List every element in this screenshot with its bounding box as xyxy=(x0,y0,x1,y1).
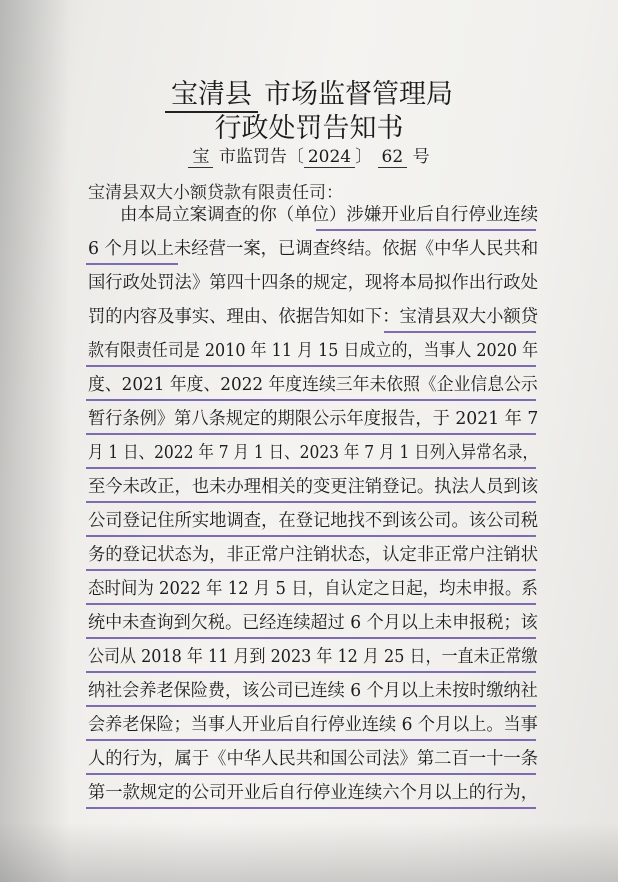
handwritten-underline xyxy=(86,637,536,639)
body-line: 暂行条例》第八条规定的期限公示年度报告，于 2021 年 7 xyxy=(88,409,539,429)
handwritten-underline xyxy=(86,501,536,503)
authority-name: 市场监督管理局 xyxy=(264,79,453,110)
handwritten-underline xyxy=(86,739,536,741)
handwritten-underline xyxy=(86,603,536,605)
body-line: 罚的内容及事实、理由、依据告知如下：宝清县双大小额贷 xyxy=(88,307,538,327)
body-line: 务的登记状态为，非正常户注销状态，认定非正常户注销状 xyxy=(88,545,538,565)
body-line: 月 1 日、2022 年 7 月 1 日、2023 年 7 月 1 日列入异常名录， xyxy=(88,443,538,463)
body-line: 至今未改正，也未办理相关的变更注销登记。执法人员到该 xyxy=(88,477,538,497)
body-line: 第一款规定的公司开业后自行停业连续六个月以上的行为， xyxy=(88,783,538,803)
body-line: 由本局立案调查的你（单位）涉嫌开业后自行停业连续 xyxy=(120,205,538,225)
body-line: 6 个月以上未经营一案，已调查终结。依据《中华人民共和 xyxy=(88,239,539,259)
doc-no-prefix: 宝 xyxy=(188,147,213,168)
handwritten-underline xyxy=(86,467,536,469)
handwritten-underline xyxy=(86,773,536,775)
body-line: 公司从 2018 年 11 月到 2023 年 12 月 25 日，一直未正常缴 xyxy=(88,647,538,667)
body-line: 会养老保险；当事人开业后自行停业连续 6 个月以上。当事 xyxy=(88,715,538,735)
body-line: 纳社会养老保险费，该公司已连续 6 个月以上未按时缴纳社 xyxy=(88,681,538,701)
recipient-name: 宝清县双大小额贷款有限责任司： xyxy=(88,183,343,203)
body-line: 度、2021 年度、2022 年度连续三年未依照《企业信息公示 xyxy=(88,375,538,395)
handwritten-underline xyxy=(86,535,536,537)
doc-no-year: 2024 xyxy=(304,147,355,168)
doc-no-mid: 市监罚告〔 xyxy=(218,147,304,167)
body-line: 国行政处罚法》第四十四条的规定，现将本局拟作出行政处 xyxy=(88,273,538,293)
document-title: 行政处罚告知书 xyxy=(214,113,404,144)
handwritten-underline xyxy=(86,365,536,367)
page-shadow-bottom xyxy=(0,822,618,882)
handwritten-underline xyxy=(86,263,178,265)
handwritten-underline xyxy=(86,433,536,435)
body-line: 公司登记住所实地调查，在登记地找不到该公司。该公司税 xyxy=(88,511,538,531)
handwritten-underline xyxy=(86,671,536,673)
handwritten-underline xyxy=(316,229,536,231)
handwritten-underline xyxy=(384,331,536,333)
county-name: 宝清县 xyxy=(165,72,258,113)
doc-no-number: 62 xyxy=(378,147,408,168)
body-line: 态时间为 2022 年 12 月 5 日，自认定之日起，均未申报。系 xyxy=(88,579,538,599)
doc-no-close: 〕 xyxy=(355,147,373,167)
body-line: 人的行为，属于《中华人民共和国公司法》第二百一十一条 xyxy=(88,749,538,769)
document-number xyxy=(0,142,618,167)
handwritten-underline xyxy=(86,705,536,707)
handwritten-underline xyxy=(86,807,536,809)
handwritten-underline xyxy=(86,569,536,571)
body-line: 款有限责任司是 2010 年 11 月 15 日成立的，当事人 2020 年 xyxy=(88,341,539,361)
handwritten-underline xyxy=(86,399,536,401)
doc-no-suffix: 号 xyxy=(412,147,430,167)
body-line: 统中未查询到欠税。已经连续超过 6 个月以上未申报税；该 xyxy=(88,613,538,633)
